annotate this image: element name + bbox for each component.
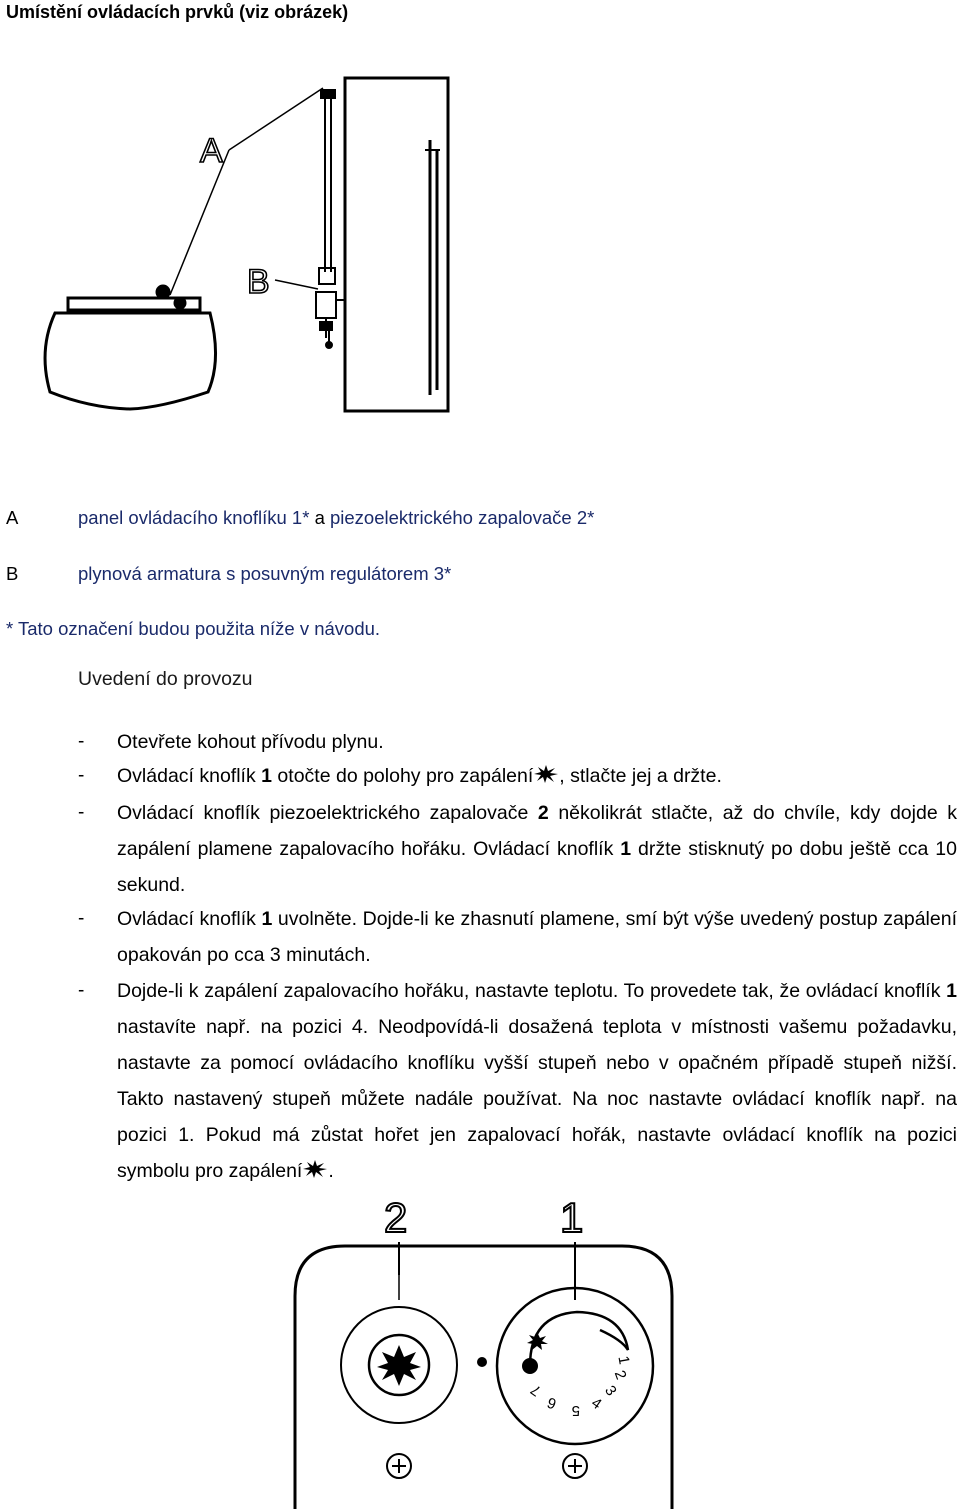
step-2-num: 1: [261, 765, 273, 787]
dial-2: 2: [610, 1368, 630, 1382]
label-2: 2: [384, 1194, 408, 1241]
step-1: Otevřete kohout přívodu plynu.: [117, 731, 384, 753]
dial-5: 5: [571, 1402, 580, 1419]
dial-3: 3: [601, 1382, 620, 1400]
dial-7: 7: [527, 1380, 545, 1400]
legend-key-b: B: [6, 563, 19, 584]
step-3-dash: -: [78, 802, 85, 823]
control-knob: [497, 1288, 653, 1444]
step-3-pre: Ovládací knoflík piezoelektrického zapalovače: [117, 802, 538, 824]
legend-text-a: [78, 507, 594, 529]
step-5-dash: -: [78, 980, 85, 1001]
step-4-num: 1: [261, 908, 273, 930]
legend-a-post: piezoelektrického zapalovače 2*: [324, 507, 595, 528]
legend-key-a: A: [6, 507, 19, 528]
page-title: Umístění ovládacích prvků (viz obrázek): [6, 2, 349, 22]
step-2-dash: -: [78, 765, 85, 786]
dial-numbers: [528, 1355, 633, 1419]
step-5-post: .: [328, 1160, 334, 1182]
piezo-button: [341, 1307, 457, 1423]
dial-1: 1: [614, 1354, 633, 1366]
step-3: [117, 795, 957, 903]
ignition-spark-icon-2: [302, 1159, 328, 1179]
step-2-pre: Ovládací knoflík: [117, 765, 262, 787]
dial-4: 4: [588, 1394, 605, 1414]
step-3-num: 2: [537, 802, 549, 824]
dial-6: 6: [545, 1393, 559, 1413]
step-4-post: uvolněte. Dojde-li ke zhasnutí plamene, smí být výše uvedený postup zapálení opakován po cca 3 minutách.: [117, 908, 957, 966]
gas-valve-shape: [316, 90, 345, 348]
section-heading: Uvedení do provozu: [78, 668, 253, 690]
step-2-mid: otočte do polohy pro zapálení: [272, 765, 534, 787]
legend-a-pre: panel ovládacího knoflíku 1*: [78, 507, 315, 528]
legend-text-b: plynová armatura s posuvným regulátorem 3*: [78, 563, 452, 584]
step-2-post: , stlačte jej a držte.: [559, 765, 722, 787]
screw-right-icon: [563, 1454, 587, 1478]
footnote: * Tato označení budou použita níže v návodu.: [6, 618, 381, 639]
label-1: 1: [560, 1194, 584, 1241]
legend-a-mid: a: [314, 507, 325, 528]
step-5-pre: Dojde-li k zapálení zapalovacího hořáku, nastavte teplotu. To provedete tak, že ovládací knoflík: [117, 980, 947, 1002]
label-a: A: [200, 132, 223, 170]
step-3-num2: 1: [620, 838, 632, 860]
step-3-mid: několikrát stlačte, až do chvíle, kdy dojde k zapálení plamene zapalovacího hořáku. Ovládací knoflík: [117, 802, 957, 860]
label-b: B: [247, 263, 270, 301]
control-panel-shape: [45, 286, 216, 409]
ignition-spark-icon: [533, 764, 559, 784]
step-5-num: 1: [946, 980, 957, 1002]
control-panel-front-figure: [0, 1189, 960, 1509]
heater-side-figure: [0, 30, 960, 480]
step-1-dash: -: [78, 731, 85, 752]
step-4: [117, 901, 957, 973]
heater-body: [345, 78, 448, 411]
step-3-post: držte stisknutý po dobu ještě cca 10 sekund.: [117, 838, 957, 896]
step-4-dash: -: [78, 908, 85, 929]
step-2: [117, 758, 957, 794]
indicator-dot: [477, 1357, 487, 1367]
screw-left-icon: [387, 1454, 411, 1478]
step-5-mid: nastavíte např. na pozici 4. Neodpovídá-li dosažená teplota v místnosti vašemu požadavku, nastavte za pomocí ovládacího knoflíku vyšší stupeň nebo v opačném případě stupeň nižší. Takto nastavený stupeň můžete nadále používat. Na noc nastavte ovládací knoflík např. na pozici 1. Pokud má zůstat hořet jen zapalovací hořák, nastavte ovládací knoflík na pozici symbolu pro zapálení: [117, 1016, 957, 1182]
step-4-pre: Ovládací knoflík: [117, 908, 262, 930]
step-5: [117, 973, 957, 1189]
